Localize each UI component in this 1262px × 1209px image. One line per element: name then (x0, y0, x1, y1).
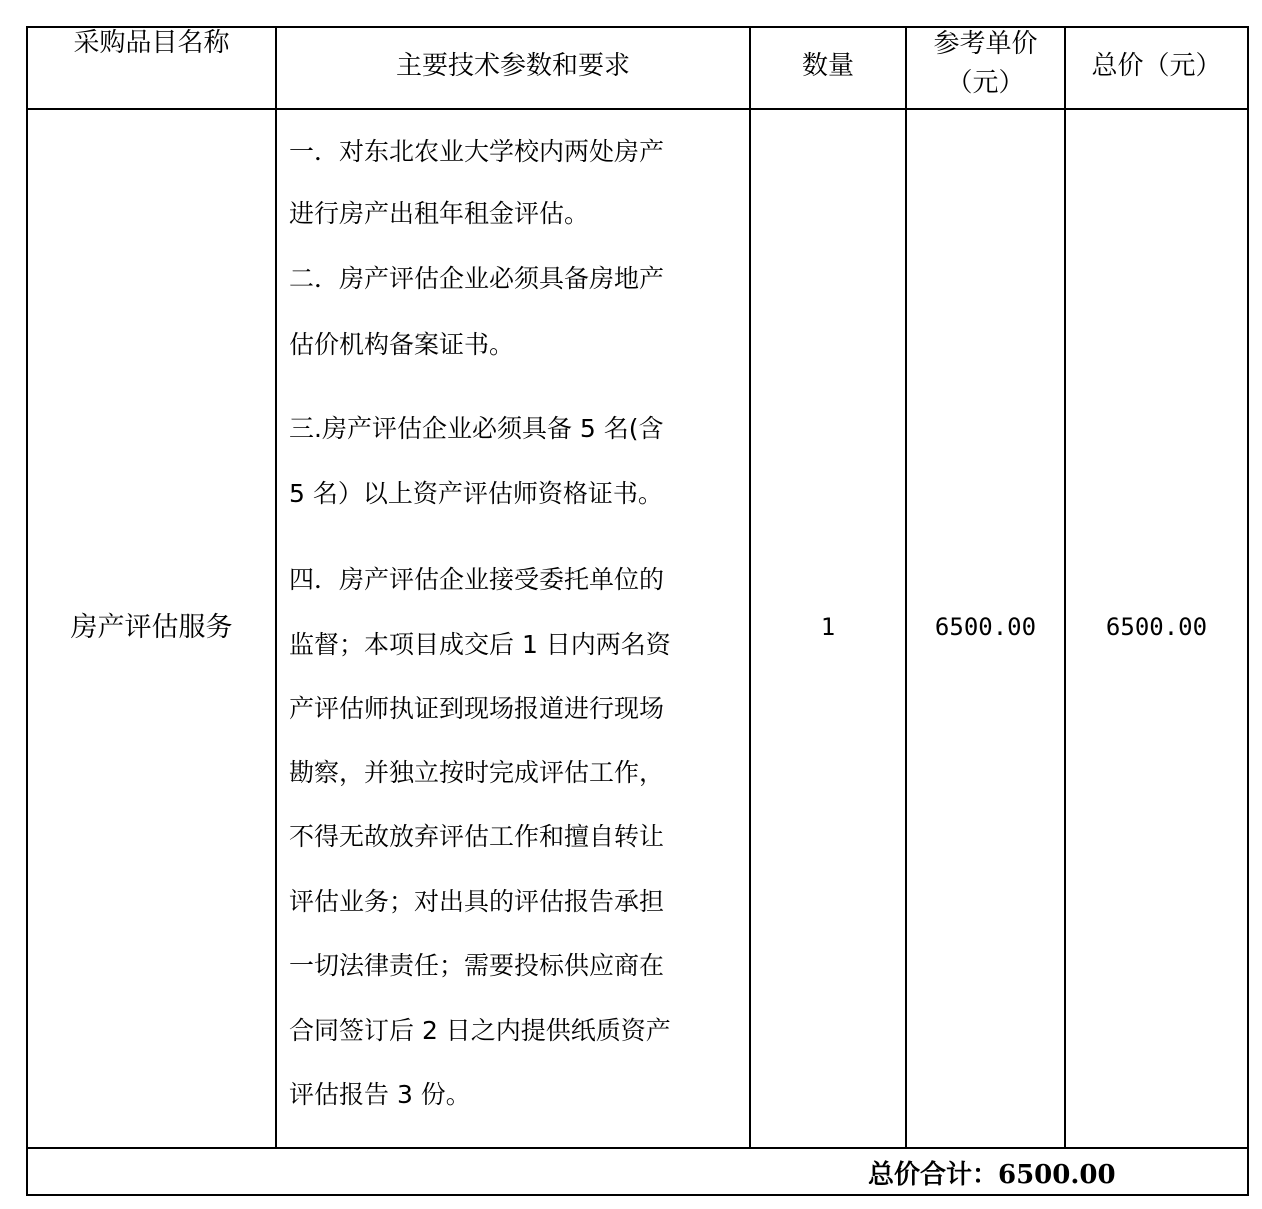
col-divider-1 (275, 26, 277, 1149)
row-total-price: 6500.00 (1105, 613, 1208, 641)
requirement-line: 监督；本项目成交后 1 日内两名资 (289, 630, 671, 659)
requirement-line: 一切法律责任；需要投标供应商在 (289, 951, 665, 980)
header-quantity: 数量 (801, 51, 854, 81)
grand-total: 总价合计：6500.00 (868, 1160, 1116, 1190)
col-divider-4 (1064, 26, 1066, 1149)
header-requirements: 主要技术参数和要求 (395, 51, 630, 81)
header-item-name: 采购品目名称 (73, 28, 230, 58)
requirement-line: 评估业务；对出具的评估报告承担 (289, 887, 665, 916)
header-unit-price-line2: （元） (946, 68, 1025, 98)
row-unit-price: 6500.00 (934, 613, 1037, 641)
requirement-line: 产评估师执证到现场报道进行现场 (289, 694, 665, 723)
requirement-line: 估价机构备案证书。 (289, 330, 515, 359)
requirement-line: 一．对东北农业大学校内两处房产 (289, 137, 665, 166)
header-total-price: 总价（元） (1091, 51, 1222, 81)
requirement-line: 三.房产评估企业必须具备 5 名(含 (289, 414, 664, 443)
requirement-line: 勘察，并独立按时完成评估工作， (289, 758, 665, 787)
row-quantity: 1 (820, 613, 836, 641)
requirement-line: 不得无故放弃评估工作和擅自转让 (289, 822, 665, 851)
table-border-bottom (26, 1194, 1249, 1196)
table-border-right (1247, 26, 1249, 1196)
col-divider-3 (905, 26, 907, 1149)
header-unit-price-line1: 参考单价 (933, 29, 1038, 59)
col-divider-2 (749, 26, 751, 1149)
requirement-line: 进行房产出租年租金评估。 (289, 199, 590, 228)
requirement-line: 二．房产评估企业必须具备房地产 (289, 264, 665, 293)
requirement-line: 评估报告 3 份。 (289, 1080, 471, 1109)
requirement-line: 合同签订后 2 日之内提供纸质资产 (289, 1016, 671, 1045)
requirement-line: 四．房产评估企业接受委托单位的 (289, 565, 665, 594)
requirement-line: 5 名）以上资产评估师资格证书。 (289, 479, 663, 508)
row-item-name: 房产评估服务 (70, 612, 233, 643)
